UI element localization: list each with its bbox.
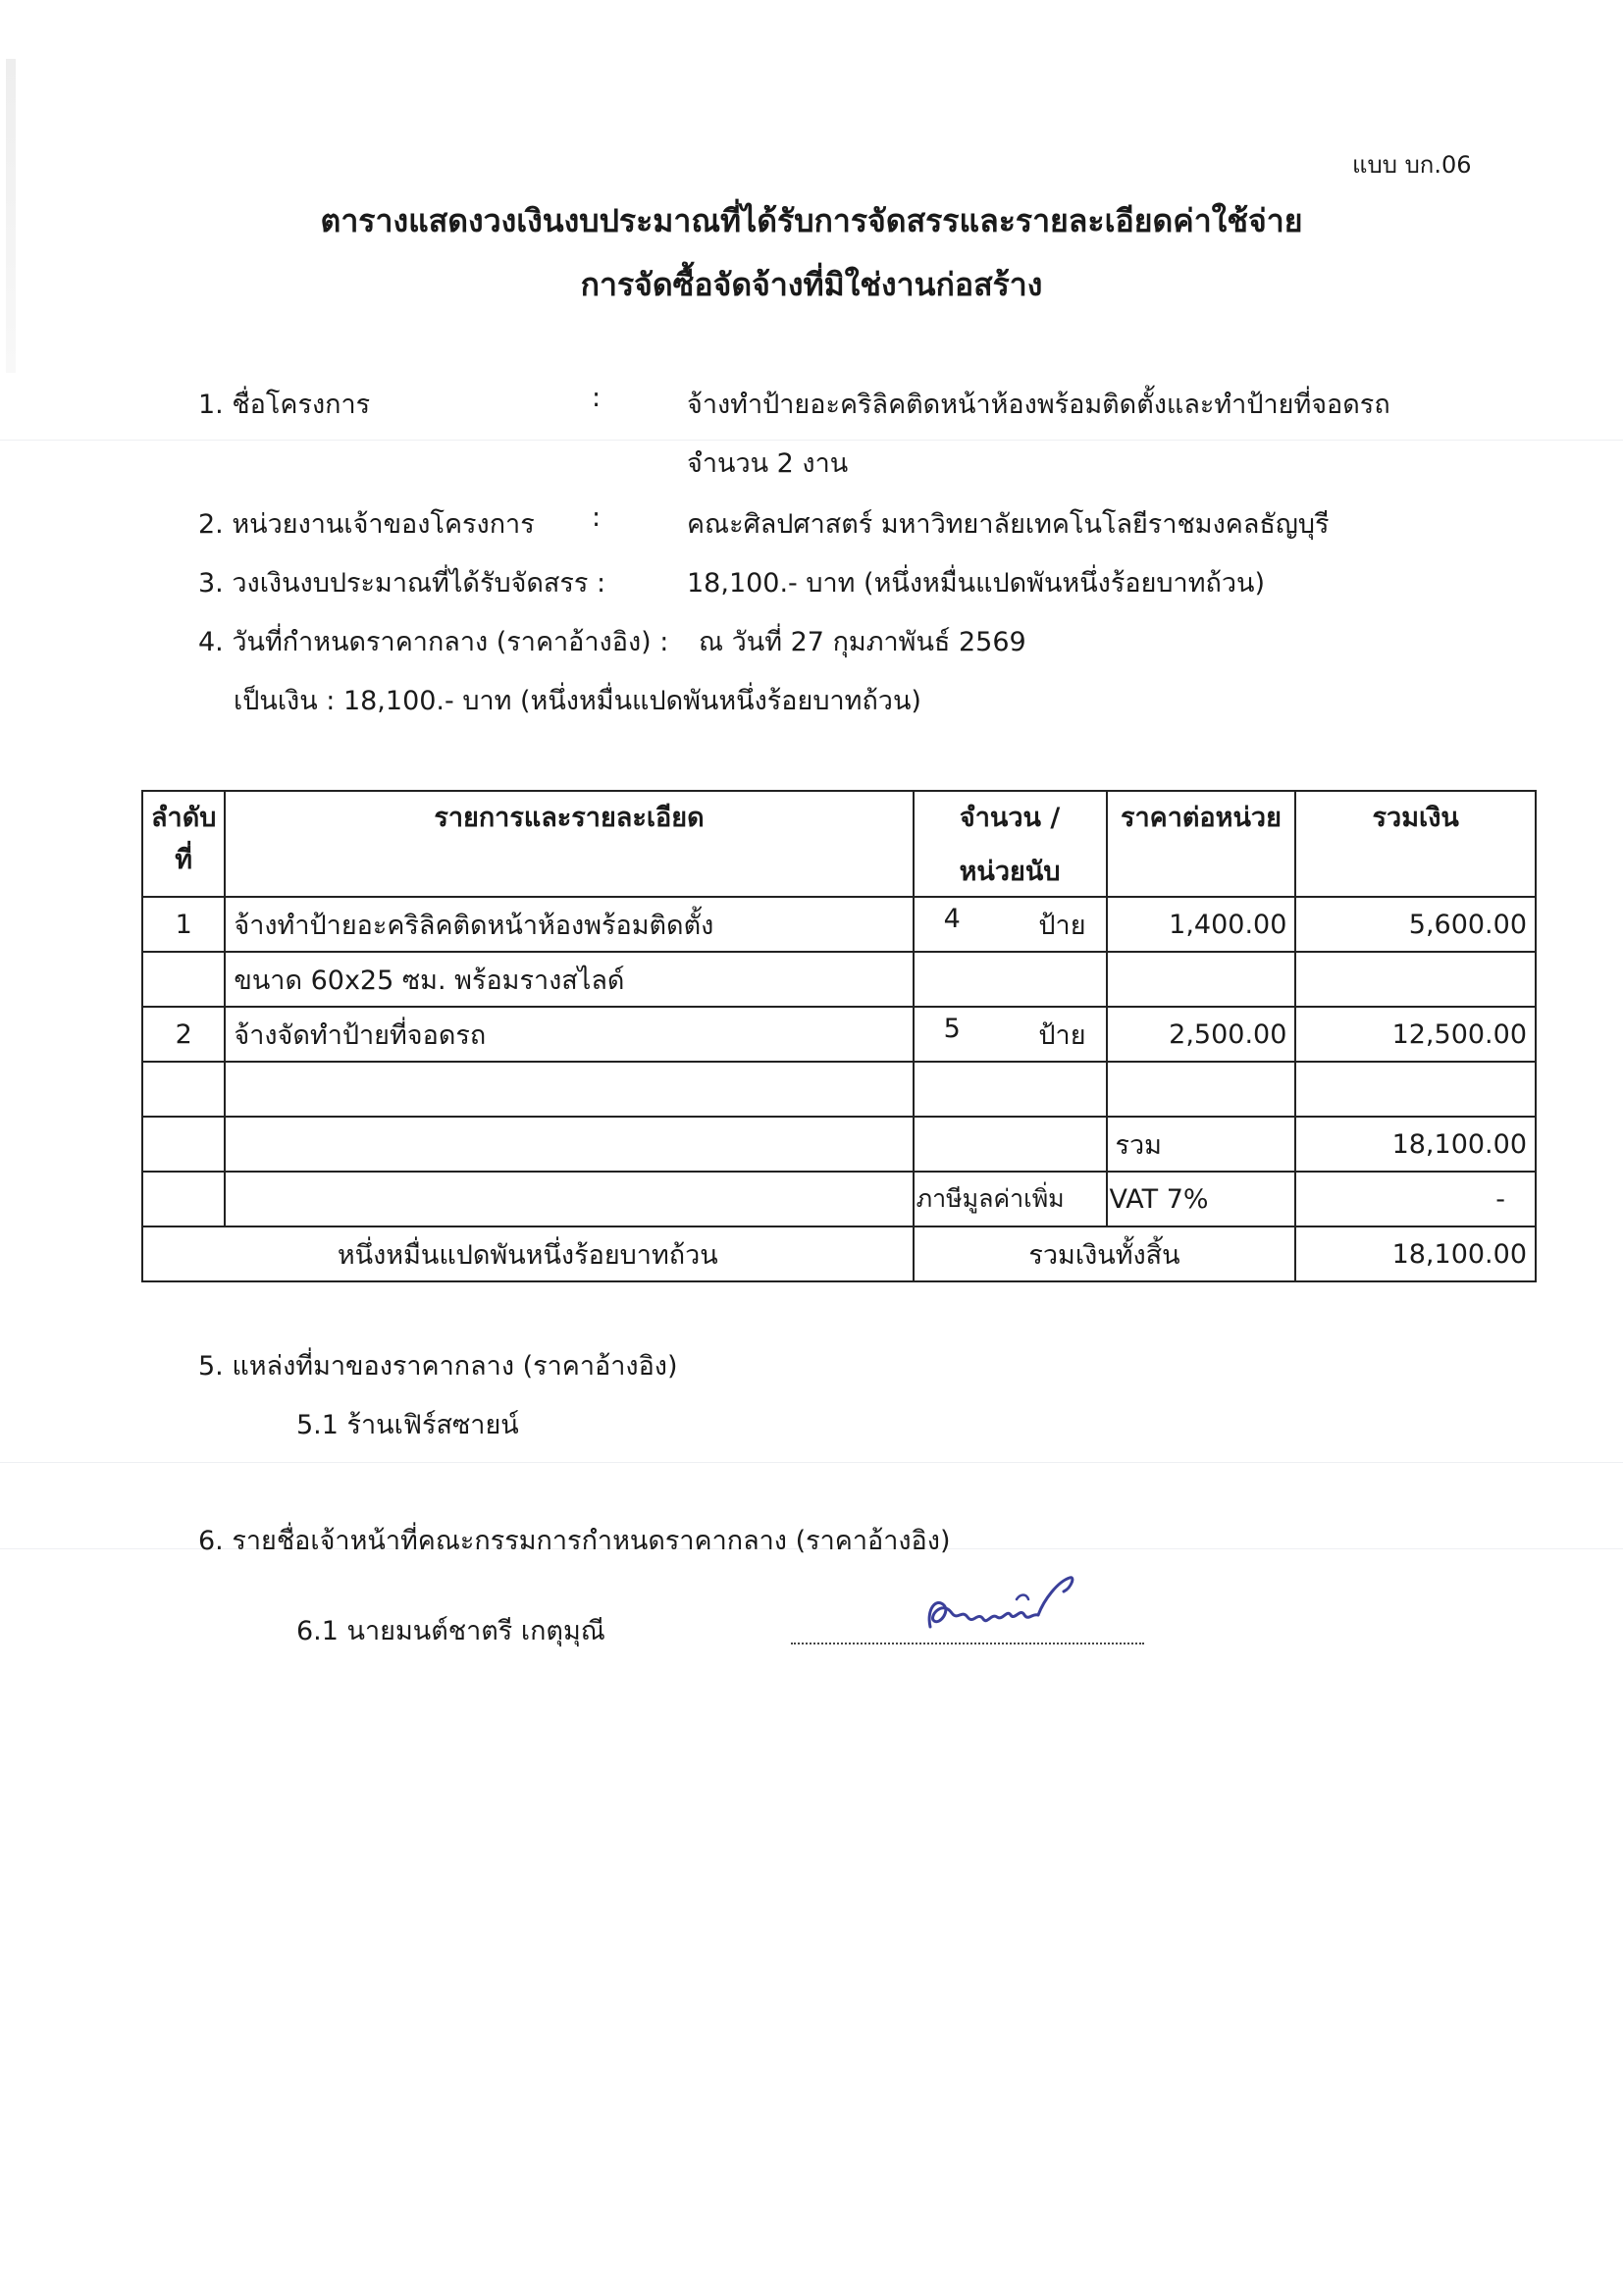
vat-label: ภาษีมูลค่าเพิ่ม [914,1172,1107,1226]
header-quantity [914,791,1107,897]
row-no: 1 [142,897,225,952]
reference-amount: เป็นเงิน : 18,100.- บาท (หนึ่งหมื่นแปดพันหนึ่งร้อยบาทถ้วน) [234,686,921,716]
vat-rate: VAT 7% [1107,1172,1296,1226]
handwritten-signature [922,1570,1089,1648]
row-no: 2 [142,1007,225,1062]
table-header-row [142,791,1536,897]
header-description: รายการและรายละเอียด [225,791,913,897]
subtotal-label: รวม [1107,1117,1296,1172]
row-total: 12,500.00 [1295,1007,1536,1062]
table-row [142,952,1536,1007]
row-unit-price: 2,500.00 [1107,1007,1296,1062]
vat-value: - [1295,1172,1536,1226]
row-quantity-value: 5 [943,1013,961,1044]
row-quantity [914,1007,1107,1062]
grand-total-row [142,1226,1536,1281]
section5-heading: 5. แหล่งที่มาของราคากลาง (ราคาอ้างอิง) [198,1351,678,1382]
row-quantity-unit: ป้าย [1038,1019,1086,1051]
document-title: ตารางแสดงวงเงินงบประมาณที่ได้รับการจัดสรรและรายละเอียดค่าใช้จ่าย [320,202,1303,239]
budget-table [141,790,1537,1282]
section6-heading: 6. รายชื่อเจ้าหน้าที่คณะกรรมการกำหนดราคากลาง (ราคาอ้างอิง) [198,1526,951,1556]
form-code: แบบ บก.06 [1352,151,1472,179]
row-description: จ้างทำป้ายอะคริลิคติดหน้าห้องพร้อมติดตั้ง [225,897,913,952]
header-no-line1: ลำดับ [151,803,217,833]
header-quantity-line2: หน่วยนับ [959,857,1061,887]
grand-total-label: รวมเงินทั้งสิ้น [914,1226,1296,1281]
amount-in-words: หนึ่งหมื่นแปดพันหนึ่งร้อยบาทถ้วน [142,1226,914,1281]
header-unit-price: ราคาต่อหน่วย [1107,791,1296,897]
budget-label: 3. วงเงินงบประมาณที่ได้รับจัดสรร : [198,568,606,599]
owner-unit-colon: : [592,502,602,533]
row-no [142,952,225,1007]
row-total: 5,600.00 [1295,897,1536,952]
reference-date-value: ณ วันที่ 27 กุมภาพันธ์ 2569 [699,627,1026,657]
header-quantity-line1: จำนวน / [959,803,1061,833]
row-quantity [914,897,1107,952]
header-no-line2: ที่ [175,845,193,875]
header-total: รวมเงิน [1295,791,1536,897]
row-total [1295,952,1536,1007]
scan-rule [0,1462,1623,1463]
scan-rule [0,440,1623,441]
project-name-value: จ้างทำป้ายอะคริลิคติดหน้าห้องพร้อมติดตั้งและทำป้ายที่จอดรถ [687,390,1390,420]
table-row-empty [142,1062,1536,1117]
section5-item: 5.1 ร้านเฟิร์สซายน์ [296,1410,519,1440]
row-unit-price [1107,952,1296,1007]
row-unit-price: 1,400.00 [1107,897,1296,952]
row-quantity-value: 4 [943,903,961,934]
subtotal-row [142,1117,1536,1172]
row-quantity-unit: ป้าย [1038,910,1086,941]
table-row [142,1007,1536,1062]
project-name-label: 1. ชื่อโครงการ [198,390,371,420]
row-description: จ้างจัดทำป้ายที่จอดรถ [225,1007,913,1062]
grand-total-value: 18,100.00 [1295,1226,1536,1281]
owner-unit-label: 2. หน่วยงานเจ้าของโครงการ [198,509,535,540]
subtotal-value: 18,100.00 [1295,1117,1536,1172]
project-quantity-value: จำนวน 2 งาน [687,448,849,479]
reference-date-label: 4. วันที่กำหนดราคากลาง (ราคาอ้างอิง) : [198,627,669,657]
row-quantity [914,952,1107,1007]
vat-row [142,1172,1536,1226]
header-no [142,791,225,897]
table-row [142,897,1536,952]
budget-value: 18,100.- บาท (หนึ่งหมื่นแปดพันหนึ่งร้อยบาทถ้วน) [687,568,1265,599]
section6-item: 6.1 นายมนต์ชาตรี เกตุมุณี [296,1616,605,1646]
row-description: ขนาด 60x25 ซม. พร้อมรางสไลด์ [225,952,913,1007]
document-subtitle: การจัดซื้อจัดจ้างที่มิใช่งานก่อสร้าง [580,266,1043,303]
project-name-colon: : [592,383,602,413]
owner-unit-value: คณะศิลปศาสตร์ มหาวิทยาลัยเทคโนโลยีราชมงคลธัญบุรี [687,509,1330,540]
